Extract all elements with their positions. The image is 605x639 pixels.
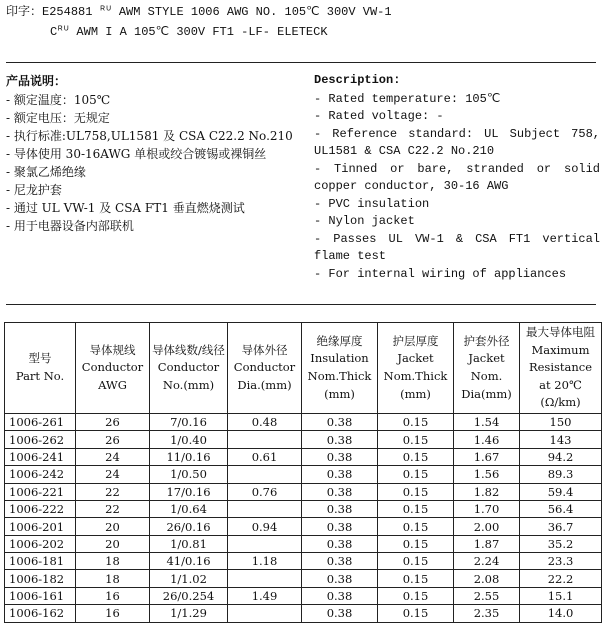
conductor-dia-cell: 0.76	[228, 483, 302, 500]
marking-label: 印字：	[6, 5, 43, 19]
jacket-dia-cell: 1.54	[454, 413, 520, 430]
resistance-cell: 143	[520, 431, 602, 448]
conductor-no-cell: 7/0.16	[150, 413, 228, 430]
description-cn-item: - 聚氯乙烯绝缘	[6, 165, 86, 179]
jacket-dia-cell: 2.55	[454, 587, 520, 604]
description-en-item: - Rated voltage: -	[314, 109, 444, 123]
part-no-cell: 1006-242	[5, 466, 76, 483]
table-row	[5, 466, 602, 483]
awg-cell: 24	[76, 448, 150, 465]
jacket-dia-cell: 2.35	[454, 605, 520, 622]
table-row	[5, 483, 602, 500]
description-cn-item: - 用于电器设备内部联机	[6, 219, 134, 233]
description-en	[314, 72, 600, 283]
insulation-cell: 0.38	[302, 500, 378, 517]
part-no-cell: 1006-162	[5, 605, 76, 622]
conductor-no-cell: 17/0.16	[150, 483, 228, 500]
table-row	[5, 553, 602, 570]
jacket-thick-cell: 0.15	[378, 518, 454, 535]
part-no-cell: 1006-201	[5, 518, 76, 535]
conductor-no-cell: 26/0.254	[150, 587, 228, 604]
conductor-dia-cell: 0.48	[228, 413, 302, 430]
awg-cell: 22	[76, 500, 150, 517]
insulation-cell: 0.38	[302, 431, 378, 448]
insulation-cell: 0.38	[302, 535, 378, 552]
conductor-no-cell: 1/0.64	[150, 500, 228, 517]
jacket-thick-cell: 0.15	[378, 431, 454, 448]
resistance-cell: 36.7	[520, 518, 602, 535]
conductor-dia-cell	[228, 570, 302, 587]
awg-cell: 26	[76, 413, 150, 430]
marking-line-1	[6, 2, 392, 22]
part-no-cell: 1006-261	[5, 413, 76, 430]
table-row	[5, 431, 602, 448]
description-cn-item: - 尼龙护套	[6, 183, 62, 197]
header-part-no: 型号 Part No.	[5, 323, 76, 414]
insulation-cell: 0.38	[302, 448, 378, 465]
jacket-thick-cell: 0.15	[378, 535, 454, 552]
jacket-thick-cell: 0.15	[378, 553, 454, 570]
conductor-dia-cell	[228, 535, 302, 552]
part-no-cell: 1006-221	[5, 483, 76, 500]
divider-top	[6, 62, 596, 63]
jacket-thick-cell: 0.15	[378, 448, 454, 465]
table-row	[5, 570, 602, 587]
jacket-dia-cell: 1.67	[454, 448, 520, 465]
conductor-dia-cell	[228, 500, 302, 517]
cul-recognized-icon: ᴿᵁ	[57, 26, 70, 37]
insulation-cell: 0.38	[302, 413, 378, 430]
jacket-thick-cell: 0.15	[378, 483, 454, 500]
description-cn-item: - 额定电压：无规定	[6, 111, 110, 125]
jacket-thick-cell: 0.15	[378, 605, 454, 622]
resistance-cell: 23.3	[520, 553, 602, 570]
jacket-thick-cell: 0.15	[378, 587, 454, 604]
conductor-dia-cell: 1.18	[228, 553, 302, 570]
awg-cell: 18	[76, 553, 150, 570]
description-cn-item: - 额定温度：105℃	[6, 93, 111, 107]
description-en-item: - For internal wiring of appliances	[314, 266, 567, 281]
insulation-cell: 0.38	[302, 570, 378, 587]
awg-cell: 22	[76, 483, 150, 500]
table-row	[5, 535, 602, 552]
jacket-dia-cell: 1.87	[454, 535, 520, 552]
jacket-dia-cell: 2.24	[454, 553, 520, 570]
ul-recognized-icon: ᴿᵁ	[99, 6, 112, 17]
jacket-dia-cell: 2.08	[454, 570, 520, 587]
table-row	[5, 500, 602, 517]
conductor-no-cell: 1/0.50	[150, 466, 228, 483]
header-insulation-thick: 绝缘厚度 Insulation Nom.Thick (mm)	[302, 323, 378, 414]
description-en-heading: Description:	[314, 73, 401, 87]
conductor-dia-cell: 0.61	[228, 448, 302, 465]
insulation-cell: 0.38	[302, 466, 378, 483]
conductor-no-cell: 1/1.29	[150, 605, 228, 622]
resistance-cell: 22.2	[520, 570, 602, 587]
conductor-no-cell: 1/0.81	[150, 535, 228, 552]
description-en-item: - Passes UL VW-1 & CSA FT1 vertical flame test	[314, 231, 600, 263]
awg-cell: 20	[76, 535, 150, 552]
marking-style-text: AWM STYLE 1006 AWG NO. 105℃ 300V VW-1	[118, 5, 392, 19]
part-no-cell: 1006-222	[5, 500, 76, 517]
spec-table-body	[5, 413, 602, 622]
description-en-item: - PVC insulation	[314, 196, 430, 211]
conductor-dia-cell	[228, 431, 302, 448]
jacket-dia-cell: 1.70	[454, 500, 520, 517]
insulation-cell: 0.38	[302, 605, 378, 622]
table-row	[5, 587, 602, 604]
resistance-cell: 89.3	[520, 466, 602, 483]
jacket-thick-cell: 0.15	[378, 570, 454, 587]
conductor-no-cell: 1/1.02	[150, 570, 228, 587]
awg-cell: 26	[76, 431, 150, 448]
description-cn	[6, 72, 306, 235]
insulation-cell: 0.38	[302, 483, 378, 500]
conductor-dia-cell	[228, 466, 302, 483]
jacket-thick-cell: 0.15	[378, 413, 454, 430]
header-jacket-dia: 护套外径 Jacket Nom. Dia(mm)	[454, 323, 520, 414]
part-no-cell: 1006-202	[5, 535, 76, 552]
table-row	[5, 413, 602, 430]
resistance-cell: 56.4	[520, 500, 602, 517]
awg-cell: 24	[76, 466, 150, 483]
conductor-dia-cell: 1.49	[228, 587, 302, 604]
description-cn-item: - 通过 UL VW-1 及 CSA FT1 垂直燃烧测试	[6, 201, 245, 215]
part-no-cell: 1006-182	[5, 570, 76, 587]
resistance-cell: 59.4	[520, 483, 602, 500]
marking-block	[6, 2, 392, 42]
conductor-no-cell: 11/0.16	[150, 448, 228, 465]
description-cn-item: - 执行标准:UL758,UL1581 及 CSA C22.2 No.210	[6, 129, 293, 143]
part-no-cell: 1006-241	[5, 448, 76, 465]
jacket-thick-cell: 0.15	[378, 466, 454, 483]
description-en-item: - Nylon jacket	[314, 214, 415, 228]
table-header-row	[5, 323, 602, 414]
table-row	[5, 518, 602, 535]
header-conductor-awg: 导体规线 Conductor AWG	[76, 323, 150, 414]
divider-bottom	[6, 304, 596, 305]
jacket-dia-cell: 1.82	[454, 483, 520, 500]
insulation-cell: 0.38	[302, 518, 378, 535]
description-cn-heading: 产品说明：	[6, 74, 67, 88]
conductor-no-cell: 1/0.40	[150, 431, 228, 448]
awg-cell: 20	[76, 518, 150, 535]
marking-cert-text: AWM I A 105℃ 300V FT1 -LF- ELETECK	[76, 25, 328, 39]
marking-line-2	[6, 22, 392, 42]
description-en-item: - Tinned or bare, stranded or solid copper conductor, 30-16 AWG	[314, 161, 600, 193]
part-no-cell: 1006-161	[5, 587, 76, 604]
header-jacket-thick: 护层厚度 Jacket Nom.Thick (mm)	[378, 323, 454, 414]
jacket-dia-cell: 1.46	[454, 431, 520, 448]
insulation-cell: 0.38	[302, 587, 378, 604]
awg-cell: 16	[76, 605, 150, 622]
resistance-cell: 150	[520, 413, 602, 430]
insulation-cell: 0.38	[302, 553, 378, 570]
header-conductor-dia: 导体外径 Conductor Dia.(mm)	[228, 323, 302, 414]
csa-prefix: C	[50, 25, 58, 39]
conductor-dia-cell	[228, 605, 302, 622]
conductor-dia-cell: 0.94	[228, 518, 302, 535]
jacket-dia-cell: 1.56	[454, 466, 520, 483]
part-no-cell: 1006-181	[5, 553, 76, 570]
ul-file-number: E254881	[42, 5, 93, 19]
conductor-no-cell: 26/0.16	[150, 518, 228, 535]
table-row	[5, 605, 602, 622]
resistance-cell: 35.2	[520, 535, 602, 552]
header-max-resistance: 最大导体电阻 Maximum Resistance at 20℃ (Ω/km)	[520, 323, 602, 414]
description-en-item: - Reference standard: UL Subject 758, UL1581 & CSA C22.2 No.210	[314, 126, 600, 158]
resistance-cell: 94.2	[520, 448, 602, 465]
resistance-cell: 14.0	[520, 605, 602, 622]
awg-cell: 16	[76, 587, 150, 604]
part-no-cell: 1006-262	[5, 431, 76, 448]
resistance-cell: 15.1	[520, 587, 602, 604]
header-conductor-no: 导体线数/线径 Conductor No.(mm)	[150, 323, 228, 414]
jacket-thick-cell: 0.15	[378, 500, 454, 517]
description-cn-item: - 导体使用 30-16AWG 单根或绞合镀锡或裸铜丝	[6, 147, 267, 161]
description-en-item: - Rated temperature: 105℃	[314, 91, 501, 106]
spec-table	[4, 322, 602, 623]
table-row	[5, 448, 602, 465]
conductor-no-cell: 41/0.16	[150, 553, 228, 570]
awg-cell: 18	[76, 570, 150, 587]
jacket-dia-cell: 2.00	[454, 518, 520, 535]
